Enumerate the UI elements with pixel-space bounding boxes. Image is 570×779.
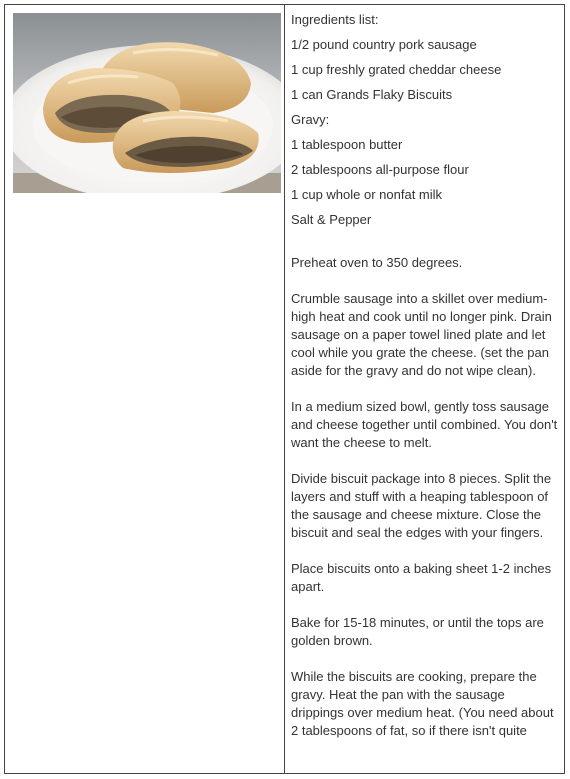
photo-cell (5, 5, 285, 773)
gravy-heading: Gravy: (291, 112, 330, 127)
direction-step: Bake for 15-18 minutes, or until the tops are golden brown. (291, 615, 544, 648)
recipe-text-cell (285, 5, 564, 773)
direction-step: Divide biscuit package into 8 pieces. Split the layers and stuff with a heaping tablespoon of the sausage and cheese mixture. Close the biscuit and seal the edges with your fingers. (291, 471, 552, 540)
direction-step: While the biscuits are cooking, prepare the gravy. Heat the pan with the sausage drippings over medium heat. (You need about 2 tablespoons of fat, so if there isn't quite (291, 669, 554, 738)
ingredient-item: 1 cup freshly grated cheddar cheese (291, 62, 502, 77)
direction-step: Place biscuits onto a baking sheet 1-2 inches apart. (291, 561, 552, 594)
ingredients-heading: Ingredients list: (291, 12, 379, 27)
ingredient-item: 1 tablespoon butter (291, 137, 403, 152)
stuffed-biscuits-photo (13, 13, 281, 193)
ingredient-item: 1/2 pound country pork sausage (291, 37, 477, 52)
direction-step: In a medium sized bowl, gently toss sausage and cheese together until combined. You don't want the cheese to melt. (291, 399, 558, 450)
ingredient-item: 1 cup whole or nonfat milk (291, 187, 443, 202)
section-spacer (291, 236, 558, 254)
ingredient-item: 1 can Grands Flaky Biscuits (291, 87, 453, 102)
ingredient-item: 2 tablespoons all-purpose flour (291, 162, 469, 177)
direction-step: Preheat oven to 350 degrees. (291, 255, 463, 270)
direction-step: Crumble sausage into a skillet over medium-high heat and cook until no longer pink. Drain sausage on a paper towel lined plate and let cool while you grate the cheese. (set the pan aside for the gravy and do not wipe clean). (291, 291, 552, 378)
ingredient-item: Salt & Pepper (291, 212, 372, 227)
recipe-table (4, 4, 565, 774)
